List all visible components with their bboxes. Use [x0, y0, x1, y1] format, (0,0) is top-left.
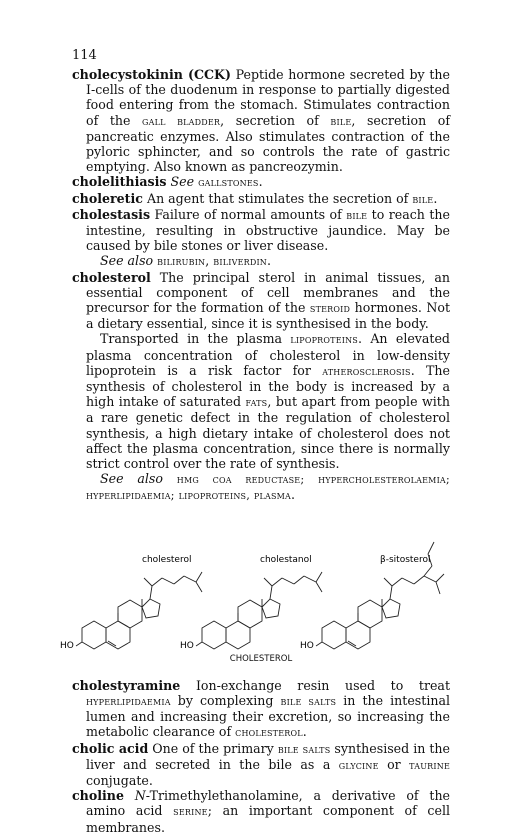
- cross-ref[interactable]: fats: [245, 395, 268, 410]
- cholesterol-structure: [76, 572, 202, 649]
- punct: ,: [205, 253, 214, 269]
- punct: .: [302, 724, 307, 740]
- punct: .: [258, 174, 263, 190]
- structure-diagram: [60, 520, 450, 651]
- cross-ref[interactable]: glycine: [338, 757, 379, 772]
- definition-text: -Trimethylethanolamine, a derivative of the amino acid: [86, 788, 451, 819]
- definition-text: or: [378, 756, 410, 772]
- ho-label: HO: [60, 640, 74, 651]
- cross-ref[interactable]: lipoproteins: [290, 332, 358, 347]
- cross-ref[interactable]: gall bladder: [142, 113, 221, 128]
- definition-text: The principal sterol in animal tissues, an essential component of cell membranes and the precursor for the formation of the: [86, 269, 450, 316]
- ho-label: HO: [300, 640, 314, 651]
- ho-label: HO: [180, 640, 194, 651]
- cross-ref[interactable]: bile salts: [277, 741, 331, 756]
- definition-text: , secretion of pancreatic enzymes. Also stimulates contraction of the pyloric sphincter, and so controls the rate of gastric emptying. Also known as pancreozymin.: [86, 112, 451, 175]
- page-number: 114: [72, 48, 97, 63]
- definition-text: . An elevated plasma concentration of cholesterol in low-density lipoprotein is a risk factor for: [86, 331, 450, 378]
- cross-ref[interactable]: steroid: [309, 301, 351, 316]
- cross-ref[interactable]: bile: [330, 113, 352, 128]
- definition-text: to reach the intestine, resulting in obstructive jaundice. May be caused by bile stones or liver disease.: [86, 206, 450, 254]
- definition-text: Transported in the plasma: [100, 331, 291, 347]
- headword: cholic acid: [72, 740, 149, 756]
- entry-cholestyramine: [72, 678, 450, 741]
- cross-ref[interactable]: bile: [412, 191, 434, 206]
- cross-ref[interactable]: bile salts: [280, 693, 337, 708]
- see-also-cholesterol: [72, 471, 450, 503]
- cholesterol-paragraph-2: [72, 331, 450, 471]
- definition-text: by complexing: [170, 692, 281, 708]
- molecule-label-3: β-sitosterol: [380, 554, 431, 565]
- headword: cholestyramine: [72, 677, 181, 693]
- see-also-label: See also: [100, 253, 154, 269]
- see-also-cholestasis: [72, 253, 450, 269]
- headword: cholesterol: [72, 269, 151, 285]
- cross-ref[interactable]: taurine: [409, 757, 450, 772]
- figure-caption: CHOLESTEROL: [229, 653, 293, 664]
- cross-ref[interactable]: bile: [346, 207, 368, 222]
- punct: .: [291, 487, 296, 503]
- sterol-structures-figure: [60, 520, 450, 651]
- entry-cholestasis: [72, 207, 450, 254]
- entry-cholelithiasis: [72, 174, 450, 190]
- definition-text: conjugate.: [86, 772, 153, 788]
- molecule-label-1: cholesterol: [142, 554, 192, 565]
- definition-text: Failure of normal amounts of: [154, 206, 347, 222]
- cross-ref[interactable]: cholesterol: [235, 725, 303, 740]
- cholestanol-structure: [196, 572, 322, 649]
- entry-cholesterol: [72, 270, 450, 332]
- entry-choleretic: [72, 191, 450, 207]
- headword: cholelithiasis: [72, 174, 167, 190]
- definition-text: synthesised in the liver and secreted in the bile as a: [86, 740, 450, 772]
- punct: .: [267, 253, 272, 269]
- definition-text: in the intestinal lumen and increasing their excretion, so increasing the metabolic clearance of: [86, 692, 451, 740]
- entry-choline: [72, 788, 450, 835]
- punct: .: [433, 190, 438, 206]
- cross-ref[interactable]: biliverdin: [213, 254, 268, 269]
- definition-text: hormones. Not a dietary essential, since it is synthesised in the body.: [86, 300, 451, 332]
- definition-text: , secretion of: [220, 112, 331, 128]
- see-also-label: See also: [100, 471, 163, 487]
- page: [60, 48, 451, 835]
- headword: choleretic: [72, 190, 143, 206]
- see-label: See: [170, 174, 195, 190]
- headword: choline: [72, 788, 124, 804]
- definition-text: An agent that stimulates the secretion of: [146, 190, 413, 206]
- cross-ref[interactable]: bilirubin: [157, 254, 206, 269]
- headword: cholestasis: [72, 206, 151, 222]
- cross-ref[interactable]: atherosclerosis: [322, 363, 411, 378]
- entry-cholic-acid: [72, 741, 450, 789]
- italic-n: N: [134, 788, 146, 804]
- definition-text: ; an important component of cell membranes.: [86, 803, 450, 835]
- cross-ref[interactable]: hyperlipidaemia: [86, 693, 171, 708]
- definition-text: One of the primary: [152, 740, 278, 756]
- molecule-label-2: cholestanol: [260, 554, 312, 565]
- definition-text: Peptide hormone secreted by the I-cells of the duodenum in response to partially digested food entering from the stomach. Stimulates contraction of the: [86, 67, 450, 128]
- definition-text: . The synthesis of cholesterol in the body is increased by a high intake of saturated: [86, 362, 450, 410]
- headword: cholecystokinin (CCK): [72, 67, 231, 82]
- cross-ref[interactable]: hmg coa reductase; hypercholesterolaemia; hyperlipidaemia; lipoproteins, plasma: [86, 472, 450, 503]
- definition-text: Ion-exchange resin used to treat: [195, 677, 450, 693]
- definition-text: , but apart from people with a rare genetic defect in the regulation of cholesterol synthesis, a high dietary intake of cholesterol does not affect the plasma concentration, since there is normally strict control over the rate of synthesis.: [86, 394, 450, 472]
- entry-cholecystokinin: [72, 67, 450, 174]
- cross-ref[interactable]: serine: [173, 804, 208, 819]
- cross-ref[interactable]: gallstones: [198, 175, 259, 190]
